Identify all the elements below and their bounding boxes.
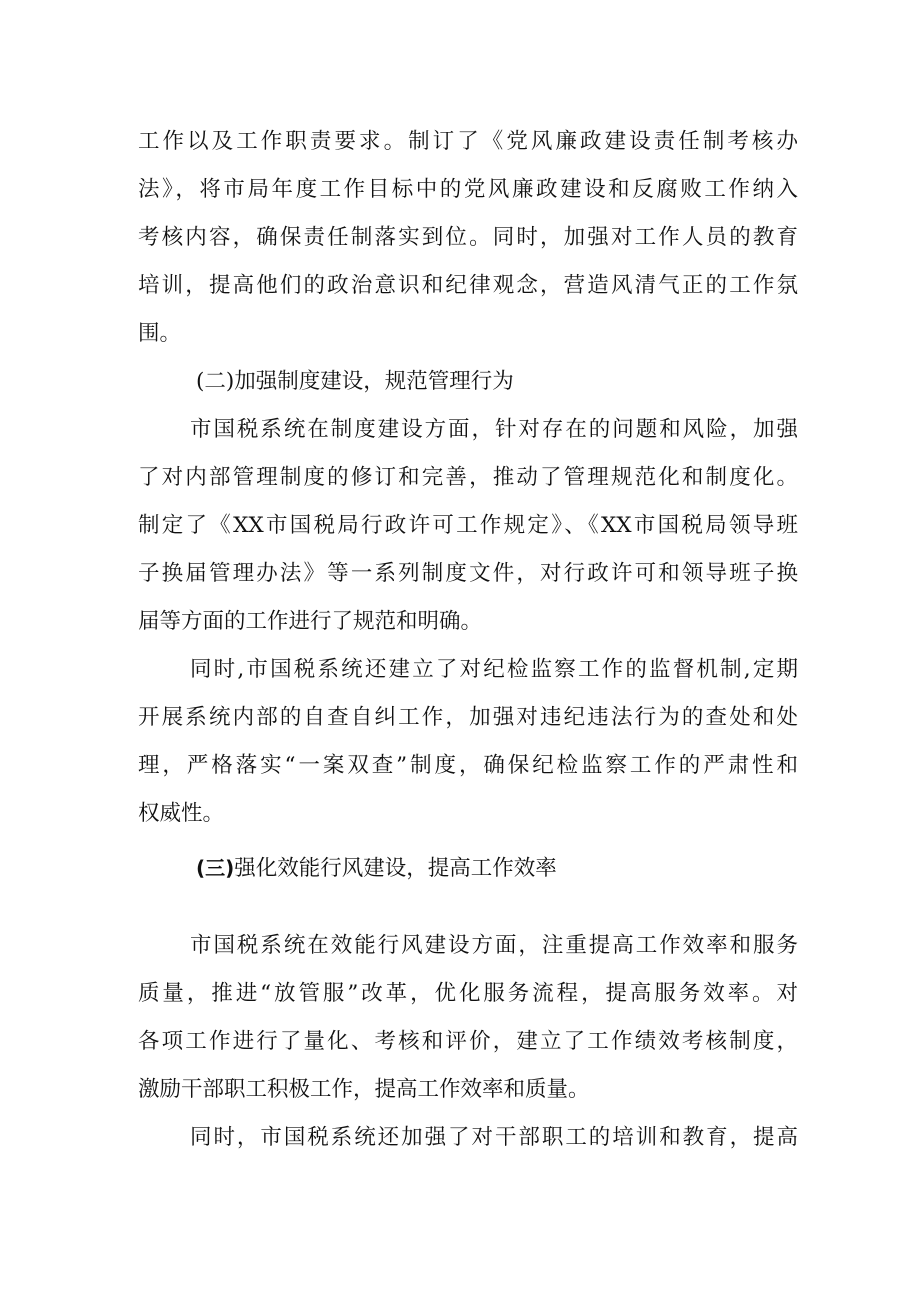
paragraph-line: 同时，市国税系统还加强了对干部职工的培训和教育，提高 bbox=[190, 1125, 798, 1150]
paragraph-line: 了对内部管理制度的修订和完善，推动了管理规范化和制度化。 bbox=[138, 465, 798, 490]
paragraph-line: 届等方面的工作进行了规范和明确。 bbox=[138, 609, 483, 634]
paragraph-line: 围。 bbox=[138, 321, 182, 346]
paragraph-line: 同时,市国税系统还建立了对纪检监察工作的监督机制,定期 bbox=[190, 657, 798, 682]
paragraph-line: 工作以及工作职责要求。制订了《党风廉政建设责任制考核办 bbox=[138, 129, 798, 154]
section-number: (三) bbox=[196, 856, 235, 880]
paragraph-line: 质量，推进“放管服”改革，优化服务流程，提高服务效率。对 bbox=[138, 981, 798, 1006]
paragraph-line: 培训，提高他们的政治意识和纪律观念，营造风清气正的工作氛 bbox=[138, 273, 798, 298]
section-heading-3 bbox=[196, 844, 557, 892]
paragraph-line: 激励干部职工积极工作，提高工作效率和质量。 bbox=[138, 1077, 590, 1102]
paragraph-line: 市国税系统在效能行风建设方面，注重提高工作效率和服务 bbox=[190, 933, 798, 958]
section-title: 强化效能行风建设，提高工作效率 bbox=[234, 856, 557, 881]
paragraph-line: 权威性。 bbox=[138, 801, 225, 826]
paragraph-line: 法》，将市局年度工作目标中的党风廉政建设和反腐败工作纳入 bbox=[138, 177, 798, 202]
paragraph-line: 各项工作进行了量化、考核和评价，建立了工作绩效考核制度， bbox=[138, 1029, 798, 1054]
section-heading-2: (二)加强制度建设，规范管理行为 bbox=[196, 369, 514, 394]
paragraph-line: 开展系统内部的自查自纠工作，加强对违纪违法行为的查处和处 bbox=[138, 705, 798, 730]
paragraph-line: 理，严格落实“一案双查”制度，确保纪检监察工作的严肃性和 bbox=[138, 753, 798, 778]
paragraph-line: 考核内容，确保责任制落实到位。同时，加强对工作人员的教育 bbox=[138, 225, 798, 250]
paragraph-line: 子换届管理办法》等一系列制度文件，对行政许可和领导班子换 bbox=[138, 561, 798, 586]
paragraph-line: 市国税系统在制度建设方面，针对存在的问题和风险，加强 bbox=[190, 417, 798, 442]
paragraph-line: 制定了《XX市国税局行政许可工作规定》、《XX市国税局领导班 bbox=[138, 513, 798, 538]
